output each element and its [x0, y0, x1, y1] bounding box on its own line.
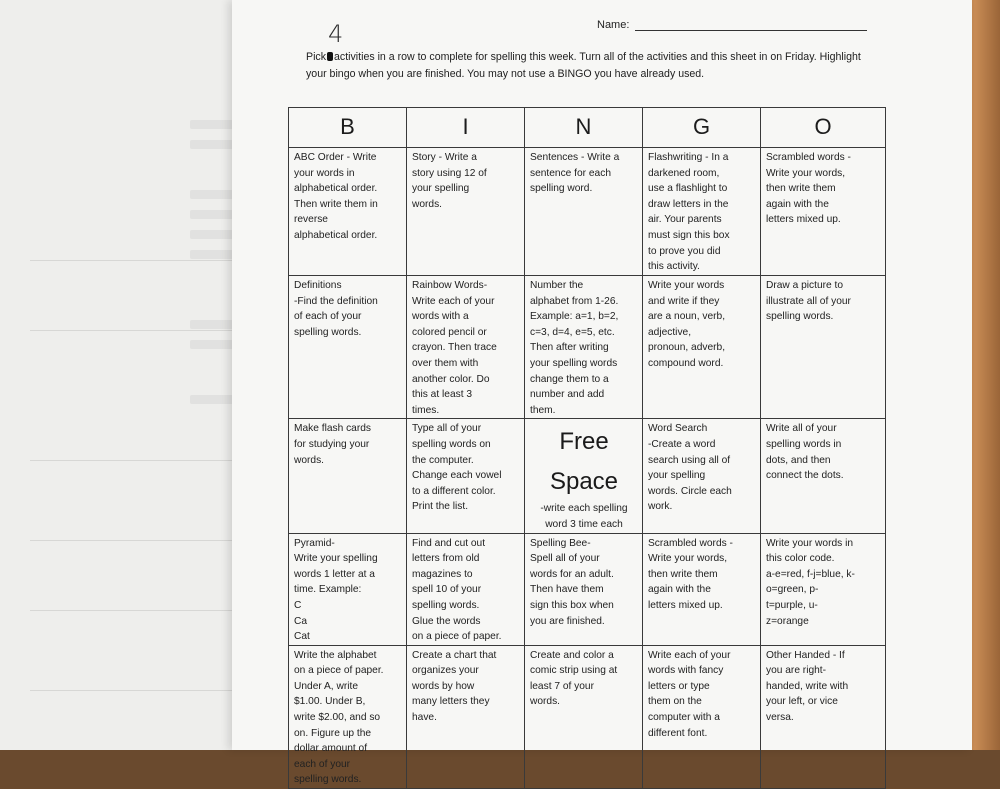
- activity-cell: Number the alphabet from 1-26. Example: a=1, b=2, c=3, d=4, e=5, etc. Then after writing your spelling words change them to a number and add them.: [525, 276, 643, 419]
- instructions-pick: Pick: [306, 51, 327, 63]
- bingo-grid: [288, 107, 886, 789]
- activity-cell: Story - Write a story using 12 of your spelling words.: [407, 148, 525, 276]
- activity-cell: Sentences - Write a sentence for each spelling word.: [525, 148, 643, 276]
- bingo-letter-g: G: [643, 108, 761, 148]
- bingo-letter-b: B: [289, 108, 407, 148]
- activity-cell: Draw a picture to illustrate all of your spelling words.: [761, 276, 886, 419]
- activity-cell: Write your words and write if they are a noun, verb, adjective, pronoun, adverb, compound word.: [643, 276, 761, 419]
- activity-cell: Type all of your spelling words on the computer. Change each vowel to a different color. Print the list.: [407, 419, 525, 533]
- show-through-line: [30, 260, 260, 261]
- show-through-line: [30, 540, 260, 541]
- activity-cell: Pyramid- Write your spelling words 1 letter at a time. Example: C Ca Cat: [289, 533, 407, 645]
- show-through-line: [30, 610, 260, 611]
- activity-cell: Scrambled words - Write your words, then write them again with the letters mixed up.: [643, 533, 761, 645]
- bingo-header-row: [289, 108, 886, 148]
- activity-cell: Write the alphabet on a piece of paper. Under A, write $1.00. Under B, write $2.00, and so on. Figure up the dollar amount of each of your spelling words.: [289, 645, 407, 788]
- name-field-line: [635, 30, 867, 31]
- activity-cell: Create and color a comic strip using at least 7 of your words.: [525, 645, 643, 788]
- background-paper-sheet: [0, 0, 250, 750]
- activity-cell: Word Search -Create a word search using all of your spelling words. Circle each work.: [643, 419, 761, 533]
- bingo-row-5: [289, 645, 886, 788]
- bingo-worksheet: [232, 0, 972, 786]
- instructions: [306, 49, 866, 83]
- free-space-title: Free: [559, 428, 609, 456]
- show-through-line: [30, 690, 260, 691]
- bingo-row-3: [289, 419, 886, 533]
- show-through-line: [30, 330, 260, 331]
- activity-cell: Find and cut out letters from old magazines to spell 10 of your spelling words. Glue the words on a piece of paper.: [407, 533, 525, 645]
- free-space-cell: [525, 419, 643, 533]
- activity-cell: Spelling Bee- Spell all of your words for an adult. Then have them sign this box when you are finished.: [525, 533, 643, 645]
- activity-cell: Write all of your spelling words in dots, and then connect the dots.: [761, 419, 886, 533]
- bingo-row-2: [289, 276, 886, 419]
- activity-cell: Make flash cards for studying your words.: [289, 419, 407, 533]
- name-label: Name:: [597, 19, 630, 31]
- handwritten-number: 4: [328, 20, 344, 48]
- bingo-row-4: [289, 533, 886, 645]
- bingo-row-1: [289, 148, 886, 276]
- show-through-line: [30, 460, 260, 461]
- bingo-letter-n: N: [525, 108, 643, 148]
- bingo-letter-i: I: [407, 108, 525, 148]
- activity-cell: Create a chart that organizes your words by how many letters they have.: [407, 645, 525, 788]
- activity-cell: Write each of your words with fancy letters or type them on the computer with a different font.: [643, 645, 761, 788]
- activity-cell: Flashwriting - In a darkened room, use a flashlight to draw letters in the air. Your parents must sign this box to prove you did this activity.: [643, 148, 761, 276]
- activity-cell: ABC Order - Write your words in alphabetical order. Then write them in reverse alphabetical order.: [289, 148, 407, 276]
- activity-cell: Definitions -Find the definition of each of your spelling words.: [289, 276, 407, 419]
- bingo-letter-o: O: [761, 108, 886, 148]
- activity-cell: Rainbow Words- Write each of your words with a colored pencil or crayon. Then trace over them with another color. Do this at least 3 times.: [407, 276, 525, 419]
- activity-cell: Scrambled words - Write your words, then write them again with the letters mixed up.: [761, 148, 886, 276]
- free-space-note: -write each spelling word 3 time each: [540, 503, 628, 530]
- activity-cell: Other Handed - If you are right- handed, write with your left, or vice versa.: [761, 645, 886, 788]
- free-space-title: Space: [549, 468, 619, 496]
- instructions-text: activities in a row to complete for spelling this week. Turn all of the activities and this sheet in on Friday. Highlight your bingo when you are finished. You may not use a BINGO you have already used.: [306, 51, 861, 80]
- scribbled-number-mark: [327, 52, 333, 61]
- activity-cell: Write your words in this color code. a-e=red, f-j=blue, k- o=green, p- t=purple, u- z=orange: [761, 533, 886, 645]
